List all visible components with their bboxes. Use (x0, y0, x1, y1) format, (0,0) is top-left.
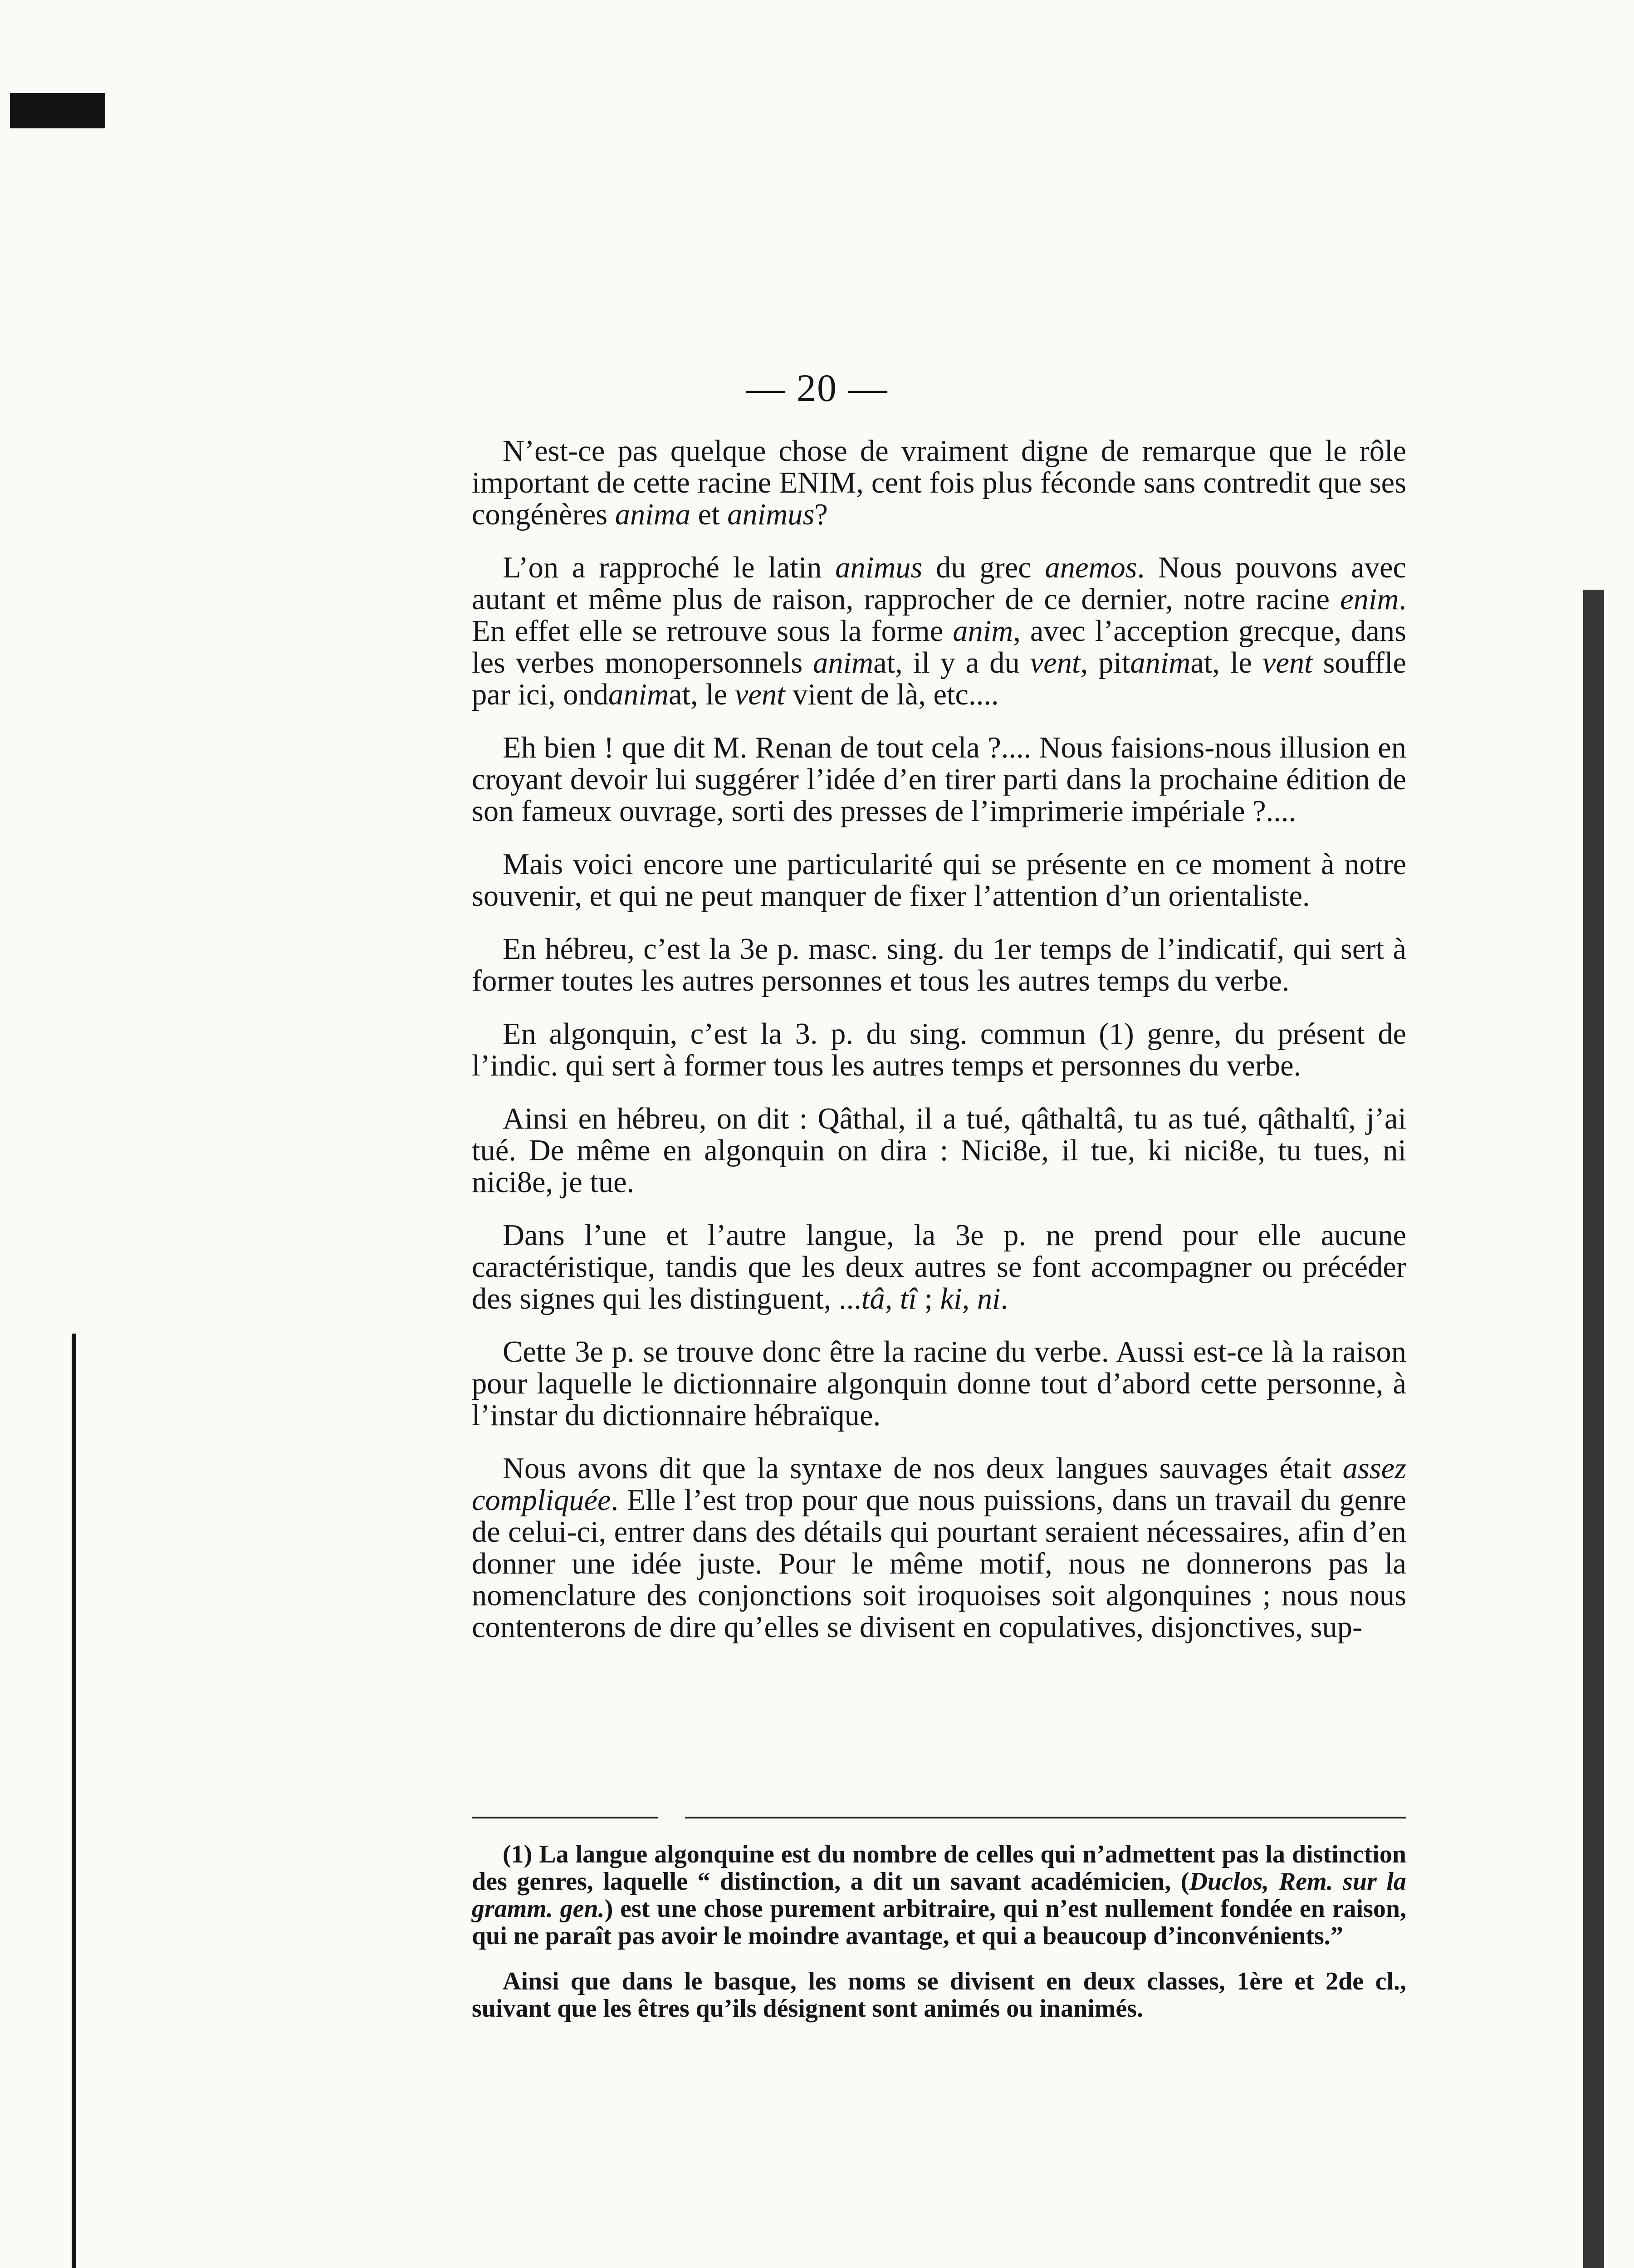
scan-edge-line-left (72, 1334, 76, 2268)
scan-edge-mark-top-left (10, 93, 105, 128)
page-number: — 20 — (746, 366, 888, 410)
paragraph: Eh bien ! que dit M. Renan de tout cela ?.... Nous faisions-nous illusion en croyant devoir lui suggérer l’idée d’en tirer parti dans la prochaine édition de son fameux ouvrage, sorti des presses de l’imprimerie impériale ?.... (472, 731, 1406, 828)
body-text (472, 435, 1406, 1665)
paragraph: Mais voici encore une particularité qui se présente en ce moment à notre souvenir, et qui ne peut manquer de fixer l’attention d’un orientaliste. (472, 848, 1406, 913)
paragraph: Cette 3e p. se trouve donc être la racine du verbe. Aussi est-ce là la raison pour laquelle le dictionnaire algonquin donne tout d’abord cette personne, à l’instar du dictionnaire hébraïque. (472, 1335, 1406, 1432)
footnote: Ainsi que dans le basque, les noms se divisent en deux classes, 1ère et 2de cl., suivant que les êtres qu’ils désignent sont animés ou inanimés. (472, 1967, 1406, 2023)
scan-edge-line-right (1583, 590, 1604, 2268)
footnotes (472, 1841, 1406, 2040)
footnote-rule-right (685, 1817, 1406, 1818)
paragraph: N’est-ce pas quelque chose de vraiment digne de remarque que le rôle important de cette racine ENIM, cent fois plus féconde sans contredit que ses congénères anima et animus? (472, 435, 1406, 531)
paragraph: Dans l’une et l’autre langue, la 3e p. ne prend pour elle aucune caractéristique, tandis que les deux autres se font accompagner ou précéder des signes qui les distinguent, ...tâ, tî ; ki, ni. (472, 1219, 1406, 1315)
paragraph: En hébreu, c’est la 3e p. masc. sing. du 1er temps de l’indicatif, qui sert à former toutes les autres personnes et tous les autres temps du verbe. (472, 933, 1406, 997)
footnote-rule-left (472, 1817, 658, 1818)
paragraph: Nous avons dit que la syntaxe de nos deux langues sauvages était assez compliquée. Elle l’est trop pour que nous puissions, dans un travail du genre de celui-ci, entrer dans des détails qui pourtant seraient nécessaires, afin d’en donner une idée juste. Pour le même motif, nous ne donnerons pas la nomenclature des conjonctions soit iroquoises soit algonquines ; nous nous contenterons de dire qu’elles se divisent en copulatives, disjonctives, sup- (472, 1452, 1406, 1644)
footnote: (1) La langue algonquine est du nombre de celles qui n’admettent pas la distinction des genres, laquelle “ distinction, a dit un savant académicien, (Duclos, Rem. sur la gramm. gen.) est une chose purement arbitraire, qui n’est nullement fondée en raison, qui ne paraît pas avoir le moindre avantage, et qui a beaucoup d’inconvénients.” (472, 1840, 1406, 1950)
paragraph: Ainsi en hébreu, on dit : Qâthal, il a tué, qâthaltâ, tu as tué, qâthaltî, j’ai tué. De même en algonquin on dira : Nici8e, il tue, ki nici8e, tu tues, ni nici8e, je tue. (472, 1102, 1406, 1199)
paragraph: L’on a rapproché le latin animus du grec anemos. Nous pouvons avec autant et même plus de raison, rapprocher de ce dernier, notre racine enim. En effet elle se retrouve sous la forme anim, avec l’acception grecque, dans les verbes monopersonnels animat, il y a du vent, pitanimat, le vent souffle par ici, ondanimat, le vent vient de là, etc.... (472, 551, 1407, 711)
paragraph: En algonquin, c’est la 3. p. du sing. commun (1) genre, du présent de l’indic. qui sert à former tous les autres temps et personnes du verbe. (472, 1017, 1406, 1082)
